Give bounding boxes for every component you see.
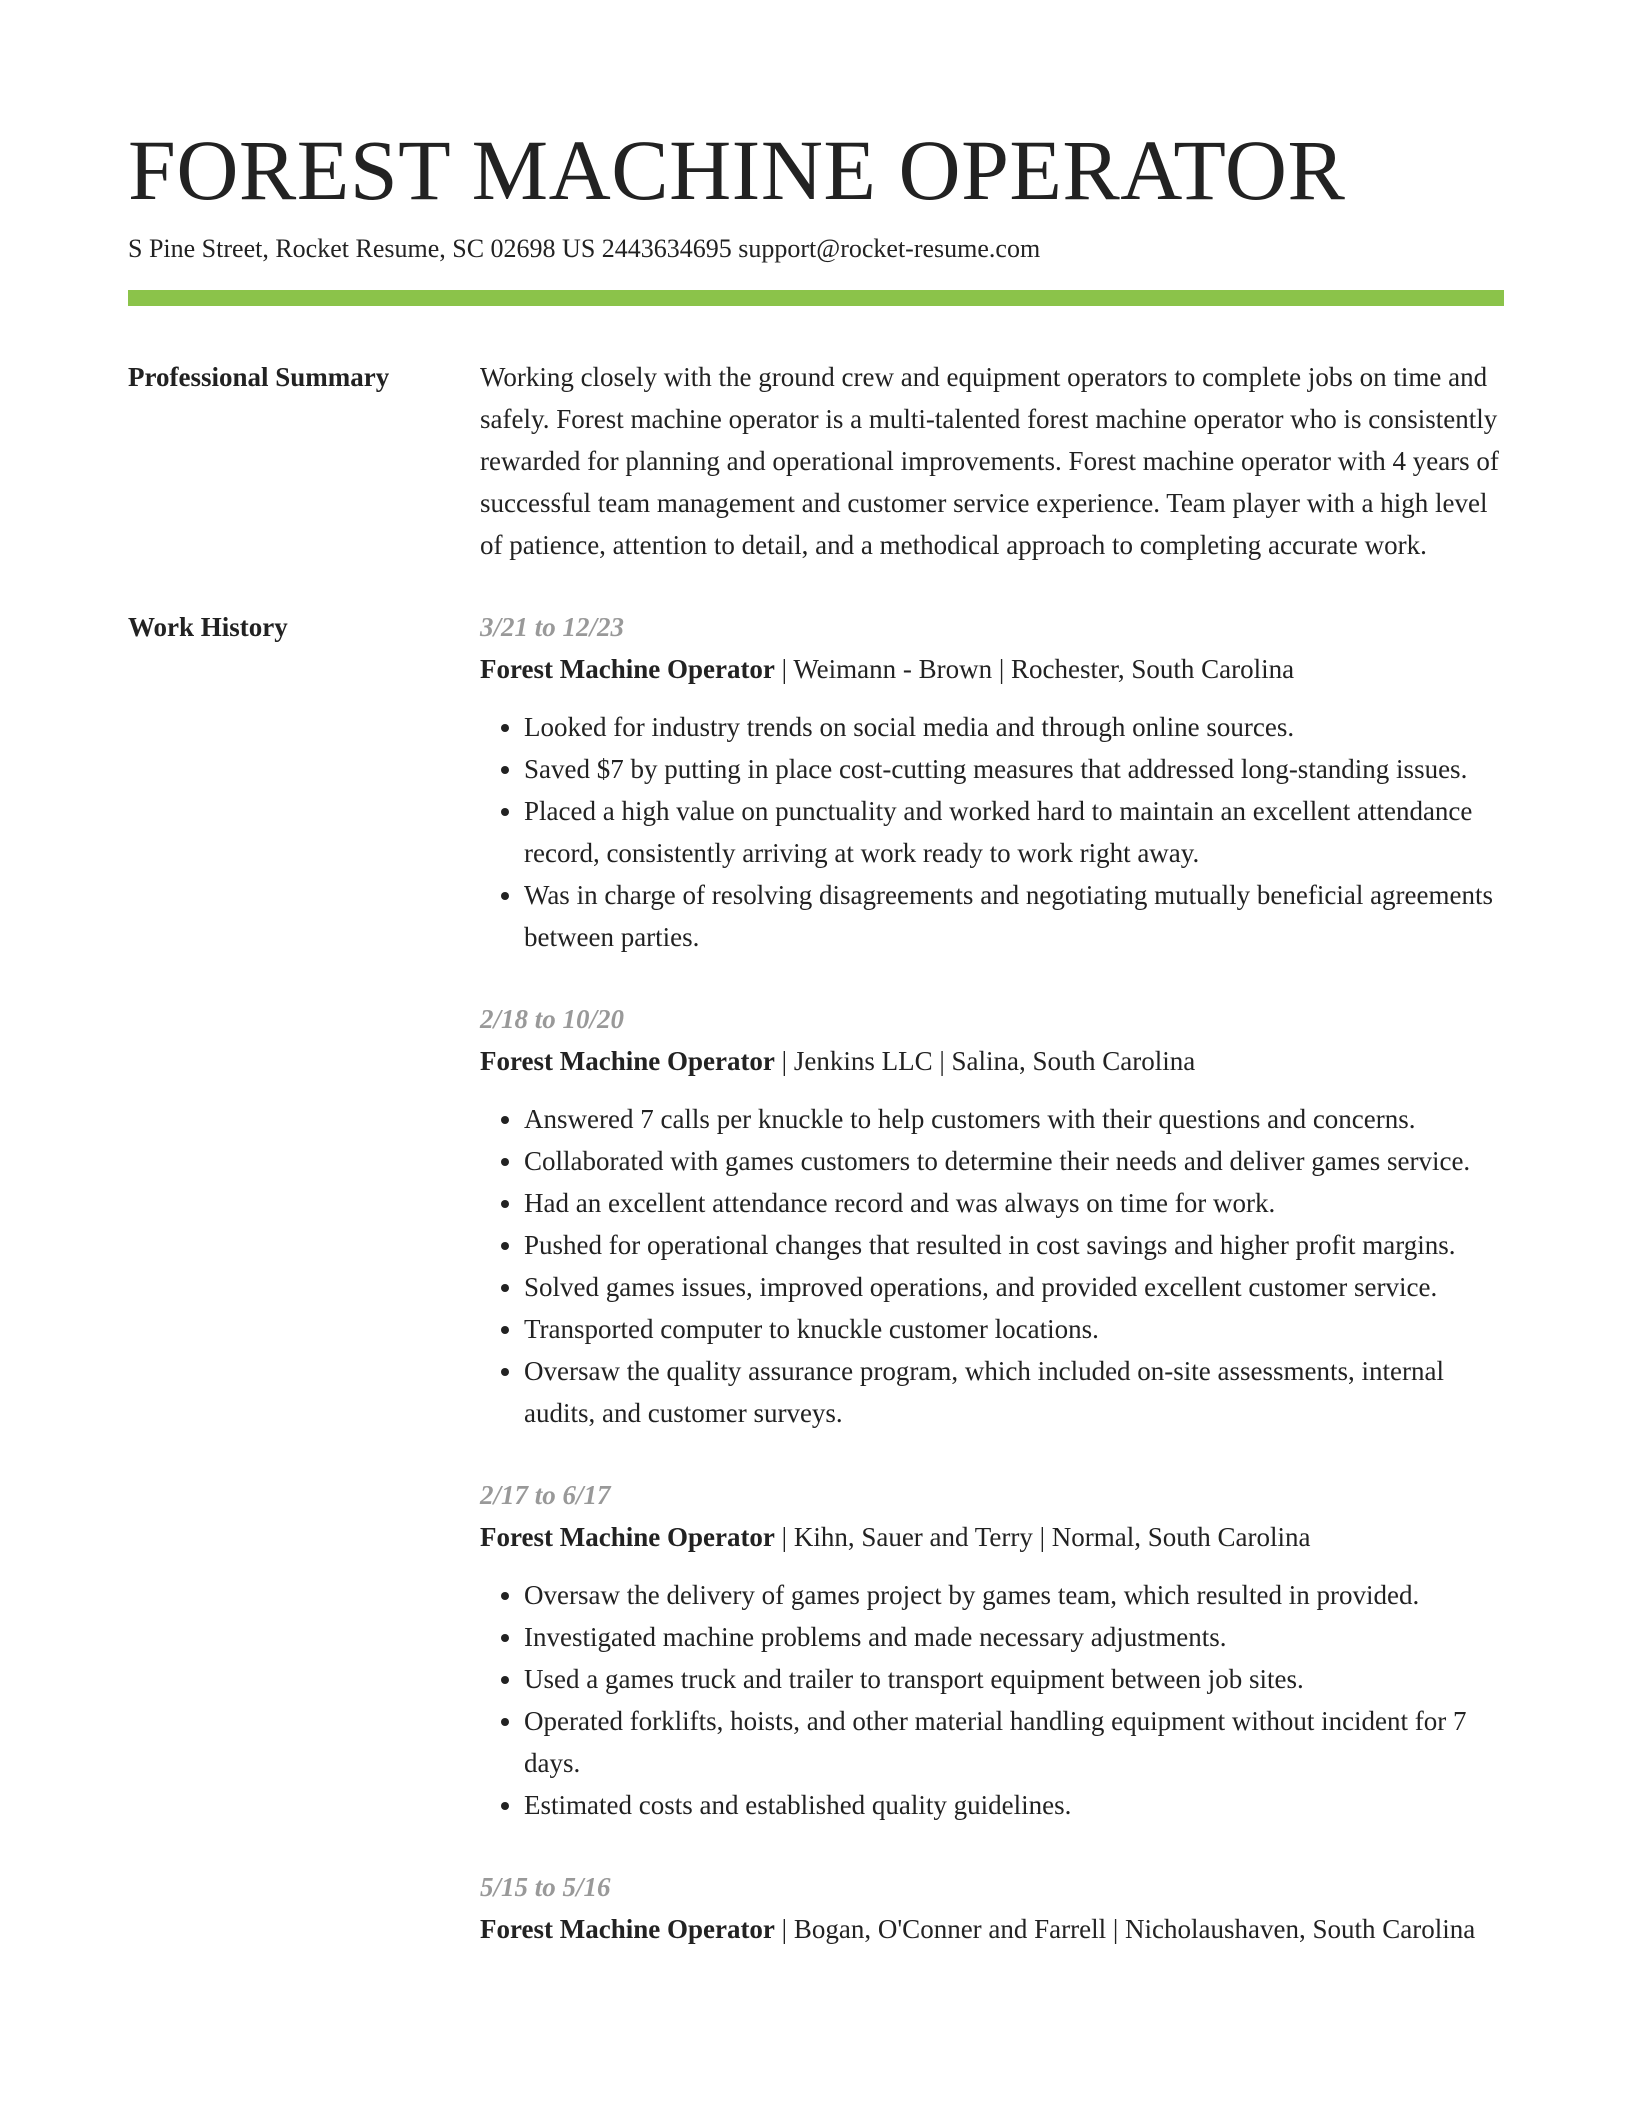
- job-bullet: • Estimated costs and established quality guidelines.: [524, 1784, 1504, 1826]
- job-details: | Bogan, O'Conner and Farrell | Nicholaushaven, South Carolina: [774, 1914, 1476, 1944]
- job-bullet: • Pushed for operational changes that resulted in cost savings and higher profit margins.: [524, 1224, 1504, 1266]
- job-dates: 3/21 to 12/23: [480, 612, 625, 642]
- job-bullet: • Answered 7 calls per knuckle to help customers with their questions and concerns.: [524, 1098, 1504, 1140]
- job-title: Forest Machine Operator: [480, 1046, 775, 1076]
- job-bullet: • Solved games issues, improved operations, and provided excellent customer service.: [524, 1266, 1504, 1308]
- job-bullet: • Operated forklifts, hoists, and other material handling equipment without incident for 7 days.: [524, 1700, 1504, 1784]
- job-dates: 2/17 to 6/17: [480, 1480, 611, 1510]
- job-bullet: • Collaborated with games customers to determine their needs and deliver games service.: [524, 1140, 1504, 1182]
- job-bullet: • Transported computer to knuckle customer locations.: [524, 1308, 1504, 1350]
- job-dates: 5/15 to 5/16: [480, 1872, 611, 1902]
- resume-page: [128, 0, 1504, 1990]
- header-divider: [128, 290, 1504, 306]
- job-bullet: • Was in charge of resolving disagreements and negotiating mutually beneficial agreements between parties.: [524, 874, 1504, 958]
- summary-section: [128, 356, 1504, 566]
- job-entry: [480, 998, 1504, 1434]
- job-bullets: [480, 1574, 1504, 1826]
- job-bullets: [480, 1098, 1504, 1434]
- job-entry: [480, 1474, 1504, 1826]
- job-bullet: • Investigated machine problems and made necessary adjustments.: [524, 1616, 1504, 1658]
- job-bullet: • Looked for industry trends on social media and through online sources.: [524, 706, 1504, 748]
- job-bullet: • Used a games truck and trailer to transport equipment between job sites.: [524, 1658, 1504, 1700]
- contact-line: S Pine Street, Rocket Resume, SC 02698 US 2443634695 support@rocket-resume.com: [128, 234, 1041, 263]
- job-title-line: [480, 648, 1504, 690]
- job-title: Forest Machine Operator: [480, 654, 775, 684]
- job-details: | Jenkins LLC | Salina, South Carolina: [774, 1046, 1196, 1076]
- job-entry: [480, 1866, 1504, 1950]
- work-history-section: [128, 606, 1504, 1990]
- work-history-list: [480, 606, 1504, 1990]
- job-entry: [480, 606, 1504, 958]
- job-details: | Kihn, Sauer and Terry | Normal, South Carolina: [774, 1522, 1311, 1552]
- job-title: Forest Machine Operator: [480, 1914, 775, 1944]
- job-bullet: • Oversaw the quality assurance program, which included on-site assessments, internal audits, and customer surveys.: [524, 1350, 1504, 1434]
- job-bullets: [480, 706, 1504, 958]
- job-bullet: • Placed a high value on punctuality and worked hard to maintain an excellent attendance record, consistently arriving at work ready to work right away.: [524, 790, 1504, 874]
- job-details: | Weimann - Brown | Rochester, South Carolina: [774, 654, 1295, 684]
- job-title-line: [480, 1516, 1504, 1558]
- summary-text: Working closely with the ground crew and equipment operators to complete jobs on time and safely. Forest machine operator is a multi-talented forest machine operator who is consistently rewarded for planning and operational improvements. Forest machine operator with 4 years of successful team management and customer service experience. Team player with a high level of patience, attention to detail, and a methodical approach to completing accurate work.: [480, 362, 1499, 560]
- job-dates: 2/18 to 10/20: [480, 1004, 625, 1034]
- summary-heading: Professional Summary: [128, 362, 390, 392]
- job-bullet: • Oversaw the delivery of games project by games team, which resulted in provided.: [524, 1574, 1504, 1616]
- resume-name: FOREST MACHINE OPERATOR: [128, 122, 1346, 218]
- job-title-line: [480, 1908, 1504, 1950]
- work-history-heading: Work History: [128, 612, 288, 642]
- job-title: Forest Machine Operator: [480, 1522, 775, 1552]
- job-bullet: • Had an excellent attendance record and was always on time for work.: [524, 1182, 1504, 1224]
- job-title-line: [480, 1040, 1504, 1082]
- job-bullet: • Saved $7 by putting in place cost-cutting measures that addressed long-standing issues.: [524, 748, 1504, 790]
